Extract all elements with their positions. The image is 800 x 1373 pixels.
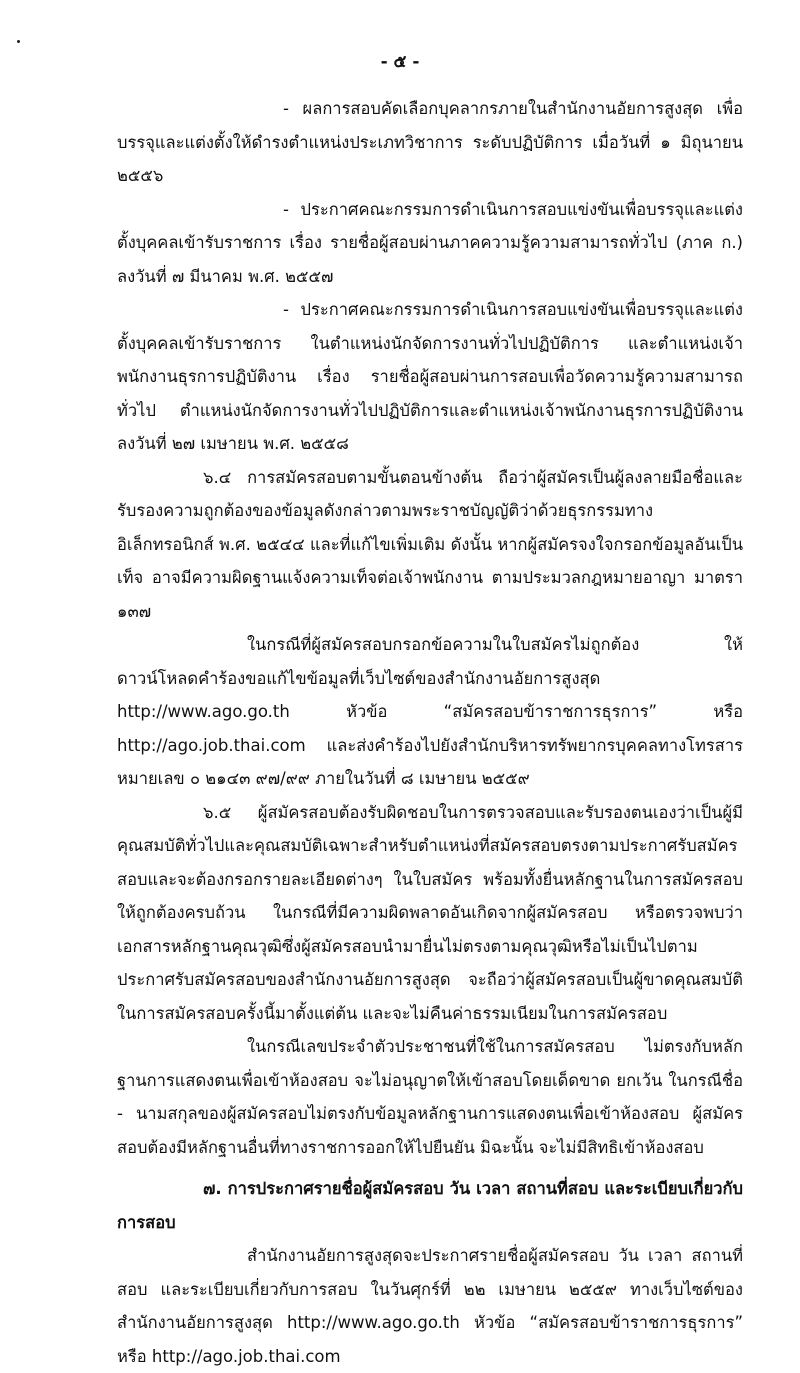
scan-speck	[17, 40, 20, 43]
paragraph-announcement-positions-item: - ประกาศคณะกรรมการดำเนินการสอบแข่งขันเพื่อบรรจุและแต่งตั้งบุคคลเข้ารับราชการ ในตำแหน่งนักจัดการงานทั่วไปปฏิบัติการ และตำแหน่งเจ้าพนักงานธุรการปฏิบัติงาน เรื่อง รายชื่อผู้สอบผ่านการสอบเพื่อวัดความรู้ความสามารถทั่วไป ตำแหน่งนักจัดการงานทั่วไปปฏิบัติการและตำแหน่งเจ้าพนักงานธุรการปฏิบัติงาน ลงวันที่ ๒๗ เมษายน พ.ศ. ๒๕๕๘	[117, 300, 743, 453]
heading-section-7: ๗. การประกาศรายชื่อผู้สมัครสอบ วัน เวลา สถานที่สอบ และระเบียบเกี่ยวกับการสอบ	[117, 1179, 743, 1232]
paragraph-announcement-part-a-item: - ประกาศคณะกรรมการดำเนินการสอบแข่งขันเพื่อบรรจุและแต่งตั้งบุคคลเข้ารับราชการ เรื่อง รายชื่อผู้สอบผ่านภาคความรู้ความสามารถทั่วไป (ภาค ก.) ลงวันที่ ๗ มีนาคม พ.ศ. ๒๕๕๗	[117, 199, 743, 286]
paragraph-id-mismatch: ในกรณีเลขประจำตัวประชาชนที่ใช้ในการสมัครสอบ ไม่ตรงกับหลักฐานการแสดงตนเพื่อเข้าห้องสอบ จะไม่อนุญาตให้เข้าสอบโดยเด็ดขาด ยกเว้น ในกรณีชื่อ - นามสกุลของผู้สมัครสอบไม่ตรงกับข้อมูลหลักฐานการแสดงตนเพื่อเข้าห้องสอบ ผู้สมัครสอบต้องมีหลักฐานอื่นที่ทางราชการออกให้ไปยืนยัน มิฉะนั้น จะไม่มีสิทธิเข้าห้องสอบ	[117, 1037, 743, 1157]
paragraph-correction-request: ในกรณีที่ผู้สมัครสอบกรอกข้อความในใบสมัครไม่ถูกต้อง ให้ดาวน์โหลดคำร้องขอแก้ไขข้อมูลที่เว็บไซต์ของสำนักงานอัยการสูงสุด http://www.ago.go.th หัวข้อ “สมัครสอบข้าราชการธุรการ” หรือ http://ago.job.thai.com และส่งคำร้องไปยังสำนักบริหารทรัพยากรบุคคลทางโทรสารหมายเลข ๐ ๒๑๔๓ ๙๗/๙๙ ภายในวันที่ ๘ เมษายน ๒๕๕๙	[117, 635, 743, 788]
page-number: - ๕ -	[380, 52, 420, 72]
paragraph-announcement-date: สำนักงานอัยการสูงสุดจะประกาศรายชื่อผู้สมัครสอบ วัน เวลา สถานที่สอบ และระเบียบเกี่ยวกับการสอบ ในวันศุกร์ที่ ๒๒ เมษายน ๒๕๕๙ ทางเว็บไซต์ของสำนักงานอัยการสูงสุด http://www.ago.go.th หัวข้อ “สมัครสอบข้าราชการธุรการ” หรือ http://ago.job.thai.com	[117, 1246, 743, 1366]
document-body	[117, 92, 743, 1373]
paragraph-section-6-4: ๖.๔ การสมัครสอบตามขั้นตอนข้างต้น ถือว่าผู้สมัครเป็นผู้ลงลายมือชื่อและรับรองความถูกต้องของข้อมูลดังกล่าวตามพระราชบัญญัติว่าด้วยธุรกรรมทางอิเล็กทรอนิกส์ พ.ศ. ๒๕๔๔ และที่แก้ไขเพิ่มเติม ดังนั้น หากผู้สมัครจงใจกรอกข้อมูลอันเป็นเท็จ อาจมีความผิดฐานแจ้งความเท็จต่อเจ้าพนักงาน ตามประมวลกฎหมายอาญา มาตรา ๑๓๗	[117, 467, 743, 621]
paragraph-exam-result-item: - ผลการสอบคัดเลือกบุคลากรภายในสำนักงานอัยการสูงสุด เพื่อบรรจุและแต่งตั้งให้ดำรงตำแหน่งประเภทวิชาการ ระดับปฏิบัติการ เมื่อวันที่ ๑ มิถุนายน ๒๕๕๖	[117, 99, 743, 185]
paragraph-section-6-5: ๖.๕ ผู้สมัครสอบต้องรับผิดชอบในการตรวจสอบและรับรองตนเองว่าเป็นผู้มีคุณสมบัติทั่วไปและคุณสมบัติเฉพาะสำหรับตำแหน่งที่สมัครสอบตรงตามประกาศรับสมัครสอบและจะต้องกรอกรายละเอียดต่างๆ ในใบสมัคร พร้อมทั้งยื่นหลักฐานในการสมัครสอบให้ถูกต้องครบถ้วน ในกรณีที่มีความผิดพลาดอันเกิดจากผู้สมัครสอบ หรือตรวจพบว่าเอกสารหลักฐานคุณวุฒิซึ่งผู้สมัครสอบนำมายื่นไม่ตรงตามคุณวุฒิหรือไม่เป็นไปตามประกาศรับสมัครสอบของสำนักงานอัยการสูงสุด จะถือว่าผู้สมัครสอบเป็นผู้ขาดคุณสมบัติในการสมัครสอบครั้งนี้มาตั้งแต่ต้น และจะไม่คืนค่าธรรมเนียมในการสมัครสอบ	[117, 802, 743, 1023]
